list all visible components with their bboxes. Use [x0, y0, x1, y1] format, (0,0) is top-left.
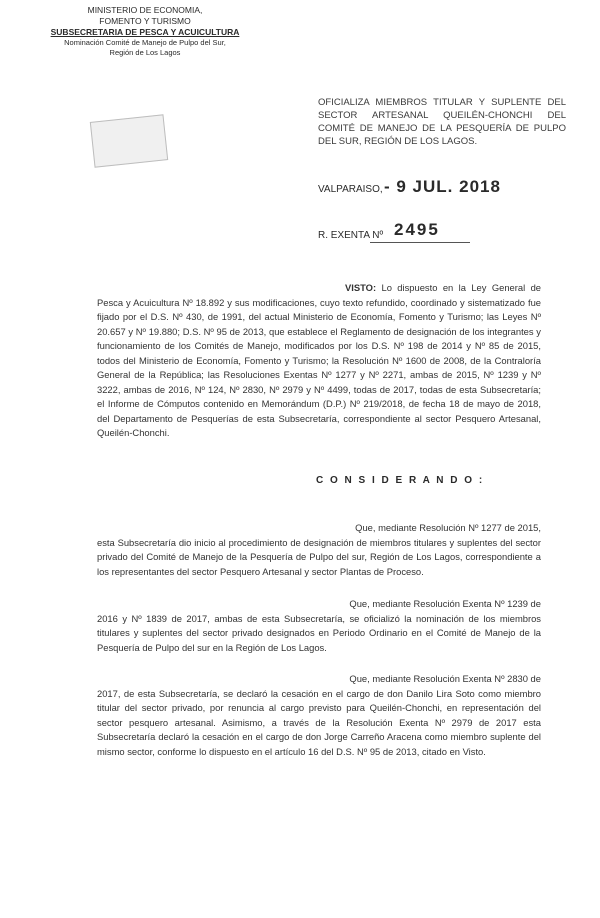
considerando-heading: C O N S I D E R A N D O : [316, 475, 485, 486]
number-underline [370, 242, 470, 243]
considerando-2-body: 2016 y Nº 1839 de 2017, ambas de esta Subsecretaría, se oficializó la nominación de los miembros titulares y suplentes del sector privado designados en Periodo Ordinario en el Comité de Manejo de la Pesquería de Pulpo del sur en la Región de Los Lagos. [97, 612, 541, 653]
resolution-label: R. EXENTA Nº [318, 230, 384, 241]
considerando-3 [97, 672, 541, 759]
considerando-1-body: esta Subsecretaría dio inicio al procedimiento de designación de miembros titulares y suplentes del sector privado del Comité de Manejo de la Pesquería de Pulpo del sur, Región de Los Lagos, correspondiente a los representantes del sector Pesquero Artesanal y sector Plantas de Proceso. [97, 536, 541, 577]
considerando-3-body: 2017, de esta Subsecretaría, se declaró la cesación en el cargo de don Danilo Lira Soto como miembro titular del sector privado, por renuncia al cargo previsto para Queilén-Chonchi, en representación del sector pesquero artesanal. Asimismo, a través de la Resolución Exenta Nº 2979 de 2017 esta Subsecretaría declaró la cesación en el cargo de don Jorge Carreño Aracena como miembro suplente del mismo sector, conforme lo dispuesto en el artículo 16 del D.S. Nº 95 de 2013, citado en Visto. [97, 687, 541, 757]
committee-line-2: Región de Los Lagos [109, 48, 181, 57]
place: VALPARAISO, [318, 184, 383, 195]
visto-label: VISTO: [345, 282, 377, 293]
considerando-1 [97, 521, 541, 579]
considerando-2-lead: Que, mediante Resolución Exenta Nº 1239 de [349, 598, 541, 609]
committee-line-1: Nominación Comité de Manejo de Pulpo del Sur, [64, 38, 226, 47]
letterhead [40, 5, 250, 58]
visto-paragraph [97, 281, 541, 441]
resolution-number: 2495 [394, 220, 440, 239]
stamp-mark [90, 114, 168, 167]
considerando-3-lead: Que, mediante Resolución Exenta Nº 2830 de [349, 673, 541, 684]
subject-reference: OFICIALIZA MIEMBROS TITULAR Y SUPLENTE DEL SECTOR ARTESANAL QUEILÉN-CHONCHI DEL COMITÉ DE MANEJO DE LA PESQUERÍA DE PULPO DEL SUR, REGIÓN DE LOS LAGOS. [318, 97, 566, 147]
considerando-2 [97, 597, 541, 655]
resolution-date: - 9 JUL. 2018 [384, 177, 501, 196]
subsecretaria-title: SUBSECRETARIA DE PESCA Y ACUICULTURA [50, 27, 240, 37]
visto-text: Lo dispuesto en la Ley General de Pesca y Acuicultura Nº 18.892 y sus modificaciones, cuyo texto refundido, coordinado y sistematizado fue fijado por el D.S. Nº 430, de 1991, del actual Ministerio de Economía, Fomento y Turismo; las Leyes Nº 20.657 y Nº 19.880; D.S. Nº 95 de 2013, que establece el Reglamento de designación de los integrantes y funcionamiento de los Comités de Manejo, modificados por los D.S. Nº 198 de 2014 y Nº 85 de 2015, todos del Ministerio de Economía, Fomento y Turismo; la Resolución Nº 1600 de 2008, de la Contraloría General de la República; las Resoluciones Exentas Nº 1277 y Nº 2271, ambas de 2015, Nº 1239 y Nº 3222, ambas de 2016, Nº 124, Nº 2830, Nº 2979 y Nº 4499, todas de 2017, todas de esta Subsecretaría; el Informe de Cómputos contenido en Memorándum (D.P.) Nº 219/2018, de fecha 18 de mayo de 2018, del Departamento de Pesquerías de esta Subsecretaría, correspondiente al sector Pesquero Artesanal, Queilén-Chonchi. [97, 282, 541, 438]
ministry-line-2: FOMENTO Y TURISMO [99, 16, 191, 26]
considerando-1-lead: Que, mediante Resolución Nº 1277 de 2015, [355, 522, 541, 533]
ministry-line-1: MINISTERIO DE ECONOMIA, [87, 5, 203, 15]
